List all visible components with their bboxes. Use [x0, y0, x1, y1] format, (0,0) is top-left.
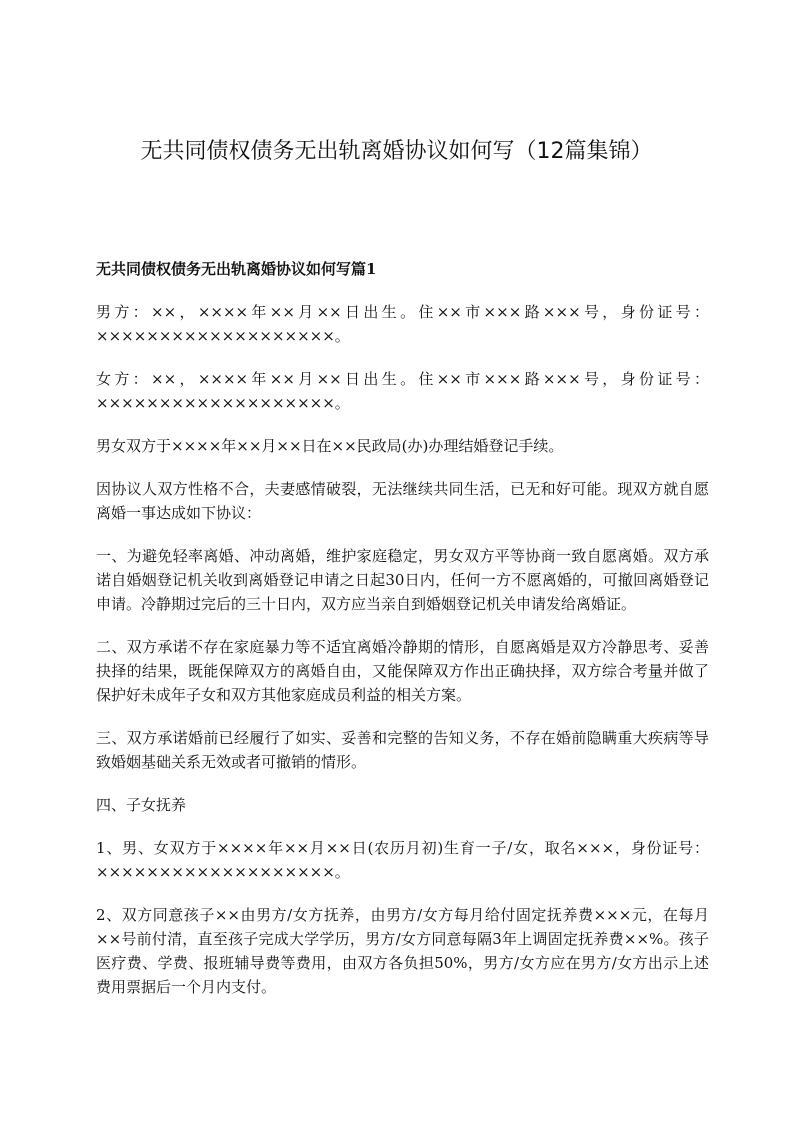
paragraph-child-2: 2、双方同意孩子××由男方/女方抚养，由男方/女方每月给付固定抚养费×××元，在每月××号前付清，直至孩子完成大学学历，男方/女方同意每隔3年上调固定抚养费××%。孩子医疗费、学费、报班辅导费等费用，由双方各负担50%，男方/女方应在男方/女方出示上述费用票据后一个月内支付。: [96, 906, 709, 996]
paragraph-child-1: 1、男、女双方于××××年××月××日(农历月初)生育一子/女，取名×××，身份证号：×××××××××××××××××××。: [96, 839, 709, 881]
document-body: [96, 300, 709, 1018]
paragraph-clause-3: 三、双方承诺婚前已经履行了如实、妥善和完整的告知义务，不存在婚前隐瞒重大疾病等导致婚姻基础关系无效或者可撤销的情形。: [96, 729, 709, 771]
paragraph-marriage-registration: 男女双方于××××年××月××日在××民政局(办)办理结婚登记手续。: [96, 437, 564, 455]
paragraph-male-party: 男方：××，××××年××月××日出生。住××市×××路×××号，身份证号：×××××××××××××××××××。: [96, 303, 709, 345]
section-heading: 无共同债权债务无出轨离婚协议如何写篇1: [96, 260, 377, 278]
paragraph-reason: 因协议人双方性格不合，夫妻感情破裂，无法继续共同生活，已无和好可能。现双方就自愿离婚一事达成如下协议：: [96, 480, 709, 522]
paragraph-clause-4-heading: 四、子女抚养: [96, 796, 187, 814]
paragraph-clause-1: 一、为避免轻率离婚、冲动离婚，维护家庭稳定，男女双方平等协商一致自愿离婚。双方承诺自婚姻登记机关收到离婚登记申请之日起30日内，任何一方不愿离婚的，可撤回离婚登记申请。冷静期过完后的三十日内，双方应当亲自到婚姻登记机关申请发给离婚证。: [96, 547, 709, 613]
document-title: 无共同债权债务无出轨离婚协议如何写（12篇集锦）: [140, 139, 653, 164]
paragraph-clause-2: 二、双方承诺不存在家庭暴力等不适宜离婚冷静期的情形，自愿离婚是双方冷静思考、妥善抉择的结果，既能保障双方的离婚自由，又能保障双方作出正确抉择，双方综合考量并做了保护好未成年子女和双方其他家庭成员利益的相关方案。: [96, 638, 709, 704]
paragraph-female-party: 女方：××，××××年××月××日出生。住××市×××路×××号，身份证号：×××××××××××××××××××。: [96, 370, 709, 412]
